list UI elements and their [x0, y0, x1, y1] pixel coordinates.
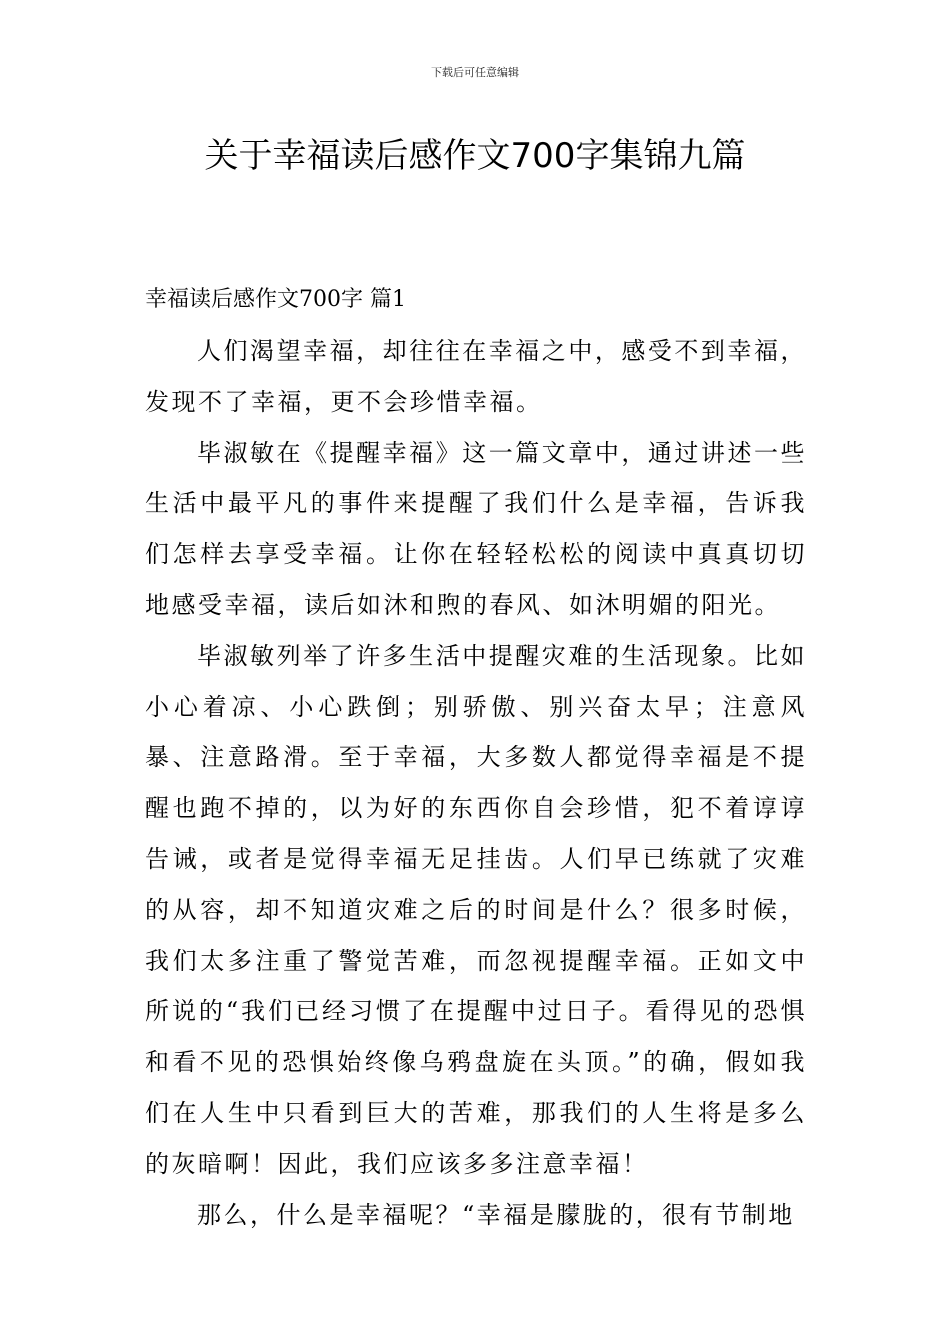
section-heading: 幸福读后感作文700字 篇1	[145, 287, 406, 312]
document-title: 关于幸福读后感作文700字集锦九篇	[204, 136, 746, 176]
paragraph-4: 那么，什么是幸福呢？“幸福是朦胧的，很有节制地	[197, 1200, 795, 1229]
document-body	[145, 283, 807, 1240]
paragraph-2: 毕淑敏在《提醒幸福》这一篇文章中，通过讲述一些生活中最平凡的事件来提醒了我们什么是幸福，告诉我们怎样去享受幸福。让你在轻轻松松的阅读中真真切切地感受幸福，读后如沐和煦的春风、如沐明媚的阳光。	[145, 438, 807, 619]
page-header-note: 下载后可任意编辑	[431, 66, 519, 79]
paragraph-3: 毕淑敏列举了许多生活中提醒灾难的生活现象。比如小心着凉、小心跌倒；别骄傲、别兴奋太早；注意风暴、注意路滑。至于幸福，大多数人都觉得幸福是不提醒也跑不掉的，以为好的东西你自会珍惜，犯不着谆谆告诫，或者是觉得幸福无足挂齿。人们早已练就了灾难的从容，却不知道灾难之后的时间是什么？很多时候，我们太多注重了警觉苦难，而忽视提醒幸福。正如文中所说的“我们已经习惯了在提醒中过日子。看得见的恐惧和看不见的恐惧始终像乌鸦盘旋在头顶。”的确，假如我们在人生中只看到巨大的苦难，那我们的人生将是多么的灰暗啊！因此，我们应该多多注意幸福！	[145, 641, 807, 1178]
paragraph-1: 人们渴望幸福，却往往在幸福之中，感受不到幸福，发现不了幸福，更不会珍惜幸福。	[145, 337, 807, 416]
